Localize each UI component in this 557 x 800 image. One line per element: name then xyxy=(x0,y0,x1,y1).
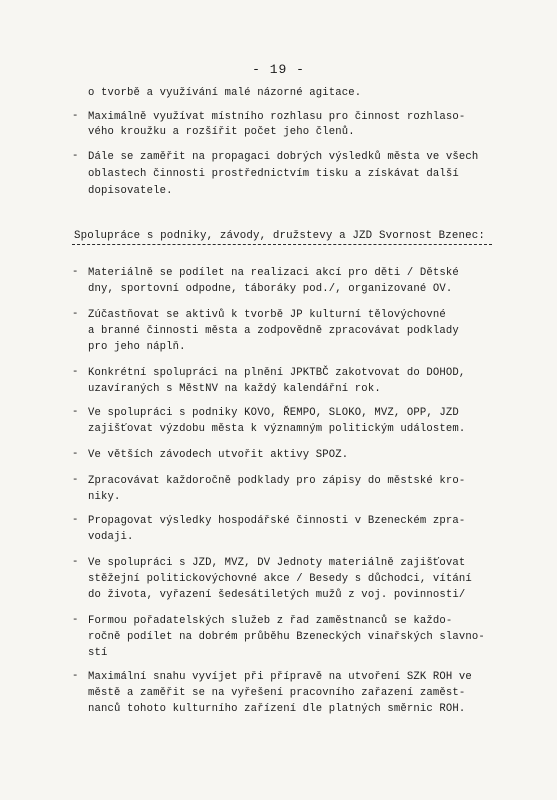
item-line: Materiálně se podílet na realizaci akcí pro děti / Dětské xyxy=(88,267,459,279)
item-line: zajišťovat výzdobu města k významným politickým událostem. xyxy=(88,423,466,435)
item-line: Konkrétní spolupráci na plnění JPKTBČ zakotvovat do DOHOD, xyxy=(88,367,466,379)
bullet-dash: - xyxy=(72,474,79,486)
intro-line: Maximálně využívat místního rozhlasu pro činnost rozhlaso- xyxy=(88,111,466,123)
intro-line: oblastech činnosti prostřednictvím tisku a získávat další xyxy=(88,168,459,180)
item-line: ročně podílet na dobrém průběhu Bzeneckých vinařských slavno- xyxy=(88,631,485,643)
item-line: dny, sportovní odpodne, táboráky pod./, organizované OV. xyxy=(88,283,453,295)
bullet-dash: - xyxy=(72,406,79,418)
intro-line: dopisovatele. xyxy=(88,185,173,197)
intro-line: vého kroužku a rozšířit počet jeho členů. xyxy=(88,126,355,138)
item-line: vodaji. xyxy=(88,531,134,543)
item-line: Propagovat výsledky hospodářské činnosti v Bzeneckém zpra- xyxy=(88,515,466,527)
bullet-dash: - xyxy=(72,514,79,526)
bullet-dash: - xyxy=(72,110,79,122)
bullet-dash: - xyxy=(72,266,79,278)
item-line: Zúčastňovat se aktivů k tvorbě JP kulturní tělovýchovné xyxy=(88,309,446,321)
bullet-dash: - xyxy=(72,308,79,320)
item-line: městě a zaměřit se na vyřešení pracovního zařazení zaměst- xyxy=(88,687,466,699)
item-line: do života, vyřazení šedesátiletých mužů z voj. povinnosti/ xyxy=(88,589,466,601)
page-number: - 19 - xyxy=(252,62,305,77)
item-line: Formou pořadatelských služeb z řad zaměstnanců se každo- xyxy=(88,615,453,627)
item-line: Zpracovávat každoročně podklady pro zápisy do městské kro- xyxy=(88,475,466,487)
item-line: pro jeho náplň. xyxy=(88,341,186,353)
item-line: niky. xyxy=(88,491,121,503)
item-line: stěžejní politickovýchovné akce / Besedy s důchodci, vítání xyxy=(88,573,472,585)
item-line: Ve spolupráci s JZD, MVZ, DV Jednoty materiálně zajišťovat xyxy=(88,557,466,569)
item-line: Maximální snahu vyvíjet při přípravě na utvoření SZK ROH ve xyxy=(88,671,472,683)
item-line: Ve větších závodech utvořit aktivy SPOZ. xyxy=(88,449,349,461)
intro-line: o tvorbě a využívání malé názorné agitace. xyxy=(88,87,362,99)
bullet-dash: - xyxy=(72,448,79,460)
bullet-dash: - xyxy=(72,614,79,626)
bullet-dash: - xyxy=(72,366,79,378)
heading-underline xyxy=(72,244,492,245)
item-line: nanců tohoto kulturního zařízení dle platných směrnic ROH. xyxy=(88,703,466,715)
bullet-dash: - xyxy=(72,670,79,682)
bullet-dash: - xyxy=(72,150,79,162)
item-line: uzavíraných s MěstNV na každý kalendářní rok. xyxy=(88,383,381,395)
item-line: stí xyxy=(88,647,108,659)
intro-line: Dále se zaměřit na propagaci dobrých výsledků města ve všech xyxy=(88,151,479,163)
section-heading: Spolupráce s podniky, závody, družstevy a JZD Svornost Bzenec: xyxy=(74,230,486,242)
item-line: Ve spolupráci s podniky KOVO, ŘEMPO, SLOKO, MVZ, OPP, JZD xyxy=(88,407,459,419)
item-line: a branné činnosti města a zodpovědně zpracovávat podklady xyxy=(88,325,459,337)
bullet-dash: - xyxy=(72,556,79,568)
